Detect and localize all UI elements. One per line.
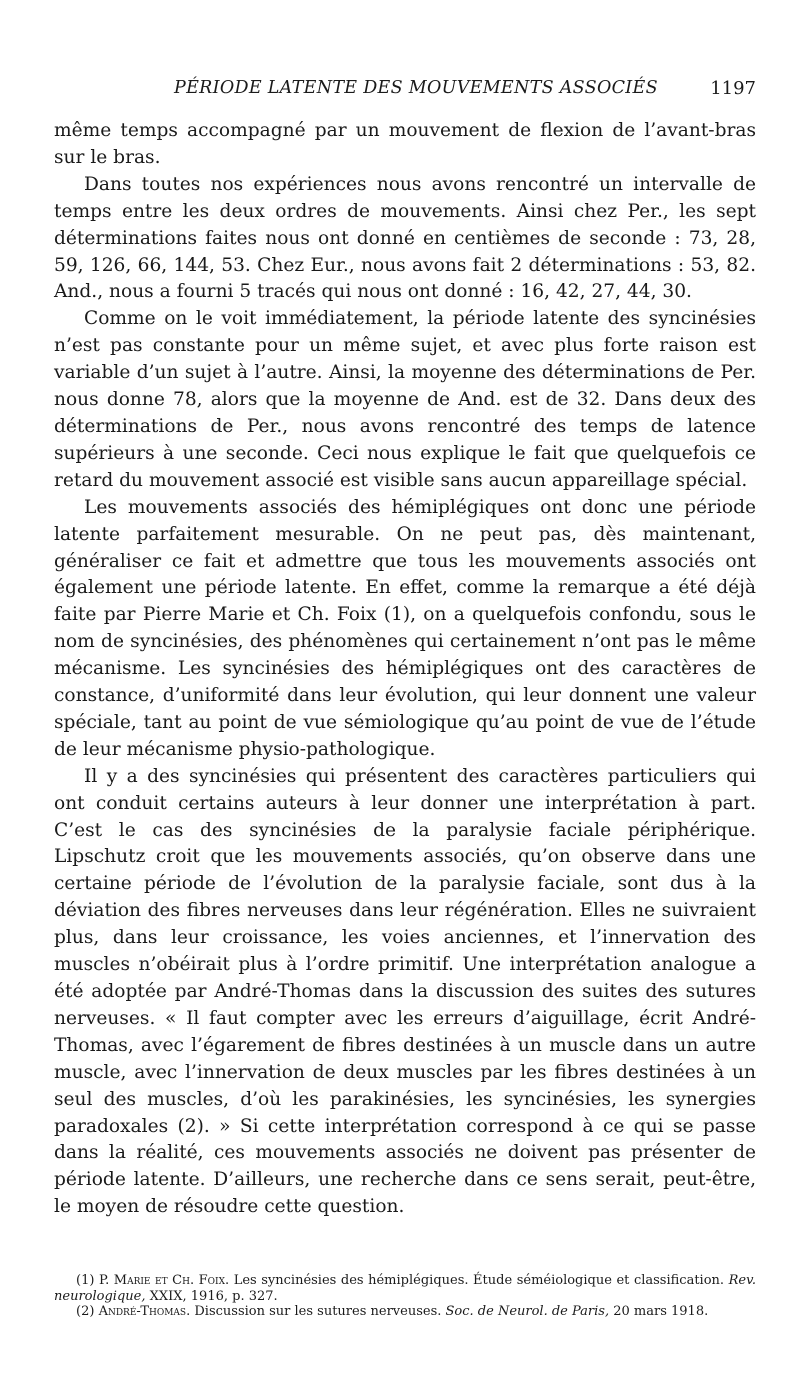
body-text [54, 118, 756, 1221]
running-title: PÉRIODE LATENTE DES MOUVEMENTS ASSOCIÉS [174, 78, 658, 98]
footnote-authors: André-Thomas. [98, 1304, 191, 1320]
footnote [54, 1304, 756, 1320]
footnotes [54, 1273, 756, 1320]
footnote-authors: P. Marie et Ch. Foix. [98, 1273, 230, 1289]
footnote-marker: (2) [76, 1304, 95, 1320]
footnote-text: Les syncinésies des hémiplégiques. Étude séméiologique et classification. [233, 1273, 725, 1289]
footnote-marker: (1) [76, 1273, 95, 1289]
paragraph: Comme on le voit immédiatement, la période latente des syncinésies n’est pas constante pour un même sujet, et avec plus forte raison est variable d’un sujet à l’autre. Ainsi, la moyenne des déterminations de Per. nous donne 78, alors que la moyenne de And. est de 32. Dans deux des déterminations de Per., nous avons rencontré des temps de latence supérieurs à une seconde. Ceci nous explique le fait que quelquefois ce retard du mouvement associé est visible sans aucun appareillage spécial. [54, 308, 756, 491]
paragraph: Les mouvements associés des hémiplégiques ont donc une période latente parfaitement mesurable. On ne peut pas, dès maintenant, généraliser ce fait et admettre que tous les mouvements associés ont également une période latente. En effet, comme la remarque a été déjà faite par Pierre Marie et Ch. Foix (1), on a quelquefois confondu, sous le nom de syncinésies, des phénomènes qui certainement n’ont pas le même mécanisme. Les syncinésies des hémiplégiques ont des caractères de constance, d’uniformité dans leur évolution, qui leur donnent une valeur spéciale, tant au point de vue sémiologique qu’au point de vue de l’étude de leur mécanisme physio-pathologique. [54, 496, 756, 760]
footnote-text: Discussion sur les sutures nerveuses. [194, 1304, 442, 1320]
footnote-journal: Rev. neurologique, [54, 1273, 757, 1304]
paragraph: Dans toutes nos expériences nous avons rencontré un intervalle de temps entre les deux ordres de mouvements. Ainsi chez Per., les sept déterminations faites nous ont donné en centièmes de seconde : 73, 28, 59, 126, 66, 144, 53. Chez Eur., nous avons fait 2 déterminations : 53, 82. And., nous a fourni 5 tracés qui nous ont donné : 16, 42, 27, 44, 30. [54, 173, 756, 303]
paragraph: Il y a des syncinésies qui présentent des caractères particuliers qui ont conduit certains auteurs à leur donner une interprétation à part. C’est le cas des syncinésies de la paralysie faciale périphérique. Lipschutz croit que les mouvements associés, qu’on observe dans une certaine période de l’évolution de la paralysie faciale, sont dus à la déviation des fibres nerveuses dans leur régénération. Elles ne suivraient plus, dans leur croissance, les voies anciennes, et l’innervation des muscles n’obéirait plus à l’ordre primitif. Une interprétation analogue a été adoptée par André-Thomas dans la discussion des suites des sutures nerveuses. « Il faut compter avec les erreurs d’aiguillage, écrit André-Thomas, avec l’égarement de fibres destinées à un muscle dans un autre muscle, avec l’innervation de deux muscles par les fibres destinées à un seul des muscles, d’où les parakinésies, les syncinésies, les synergies paradoxales (2). » Si cette interprétation correspond à ce qui se passe dans la réalité, ces mouvements associés ne doivent pas présenter de période latente. D’ailleurs, une recherche dans ce sens serait, peut-être, le moyen de résoudre cette question. [54, 765, 756, 1218]
page [54, 78, 756, 1320]
footnote-text: 20 mars 1918. [613, 1304, 709, 1320]
paragraph: même temps accompagné par un mouvement de flexion de l’avant-bras sur le bras. [54, 120, 756, 168]
running-head [54, 78, 756, 118]
footnote [54, 1273, 756, 1304]
page-number: 1197 [710, 78, 756, 99]
footnote-journal: Soc. de Neurol. de Paris, [445, 1304, 610, 1320]
footnote-text: XXIX, 1916, p. 327. [149, 1288, 278, 1304]
